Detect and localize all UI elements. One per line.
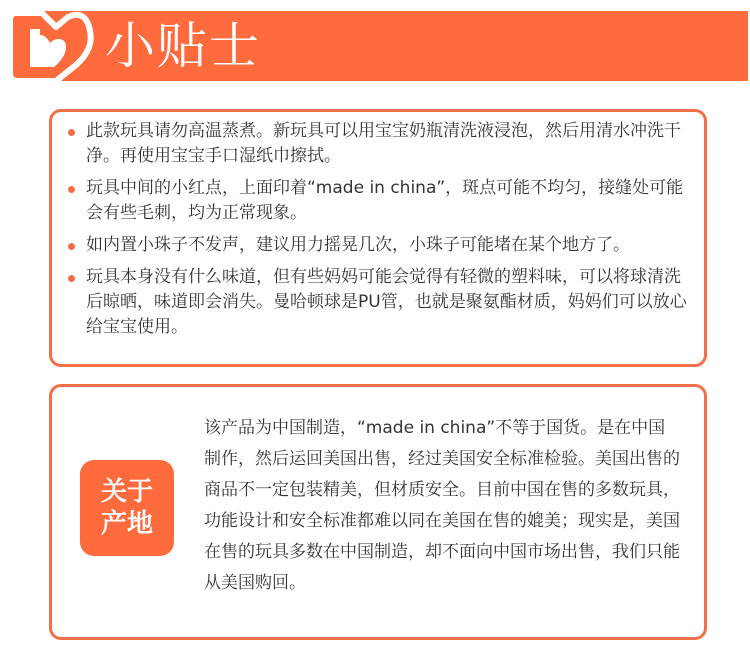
bullet-icon	[68, 275, 75, 282]
origin-badge-label: 关于产地	[100, 477, 153, 539]
origin-text: 该产品为中国制造，“made in china”不等于国货。是在中国制作，然后运回美国出售，经过美国安全标准检验。美国出售的商品不一定包装精美，但材质安全。目前中国在售的多数玩具，功能设计和安全标准都难以同在美国在售的媲美；现实是，美国在售的玩具多数在中国制造，却不面向中国市场出售，我们只能从美国购回。	[204, 418, 680, 593]
tip-text: 此款玩具请勿高温蒸煮。新玩具可以用宝宝奶瓶清洗液浸泡，然后用清水冲洗干净。再使用宝宝手口湿纸巾擦拭。	[86, 121, 681, 166]
list-item	[70, 233, 690, 258]
list-item	[70, 176, 690, 226]
tip-text: 如内置小珠子不发声，建议用力摇晃几次，小珠子可能堵在某个地方了。	[86, 235, 630, 255]
origin-badge	[80, 460, 174, 556]
tip-text: 玩具中间的小红点，上面印着“made in china”，斑点可能不均匀，接缝处可能会有些毛刺，均为正常现象。	[86, 178, 684, 223]
bullet-icon	[68, 129, 75, 136]
bullet-icon	[68, 186, 75, 193]
tip-text: 玩具本身没有什么味道，但有些妈妈可能会觉得有轻微的塑料味，可以将球清洗后晾晒，味道即会消失。曼哈顿球是PU管，也就是聚氨酯材质，妈妈们可以放心给宝宝使用。	[86, 267, 687, 337]
list-item	[70, 119, 690, 169]
tips-list	[52, 112, 704, 340]
heart-b-logo-icon	[6, 5, 96, 85]
page-title: 小贴士	[105, 17, 261, 75]
list-item	[70, 265, 690, 340]
origin-box	[49, 384, 707, 640]
header-banner	[0, 5, 748, 85]
tips-box	[49, 109, 707, 367]
bullet-icon	[68, 243, 75, 250]
